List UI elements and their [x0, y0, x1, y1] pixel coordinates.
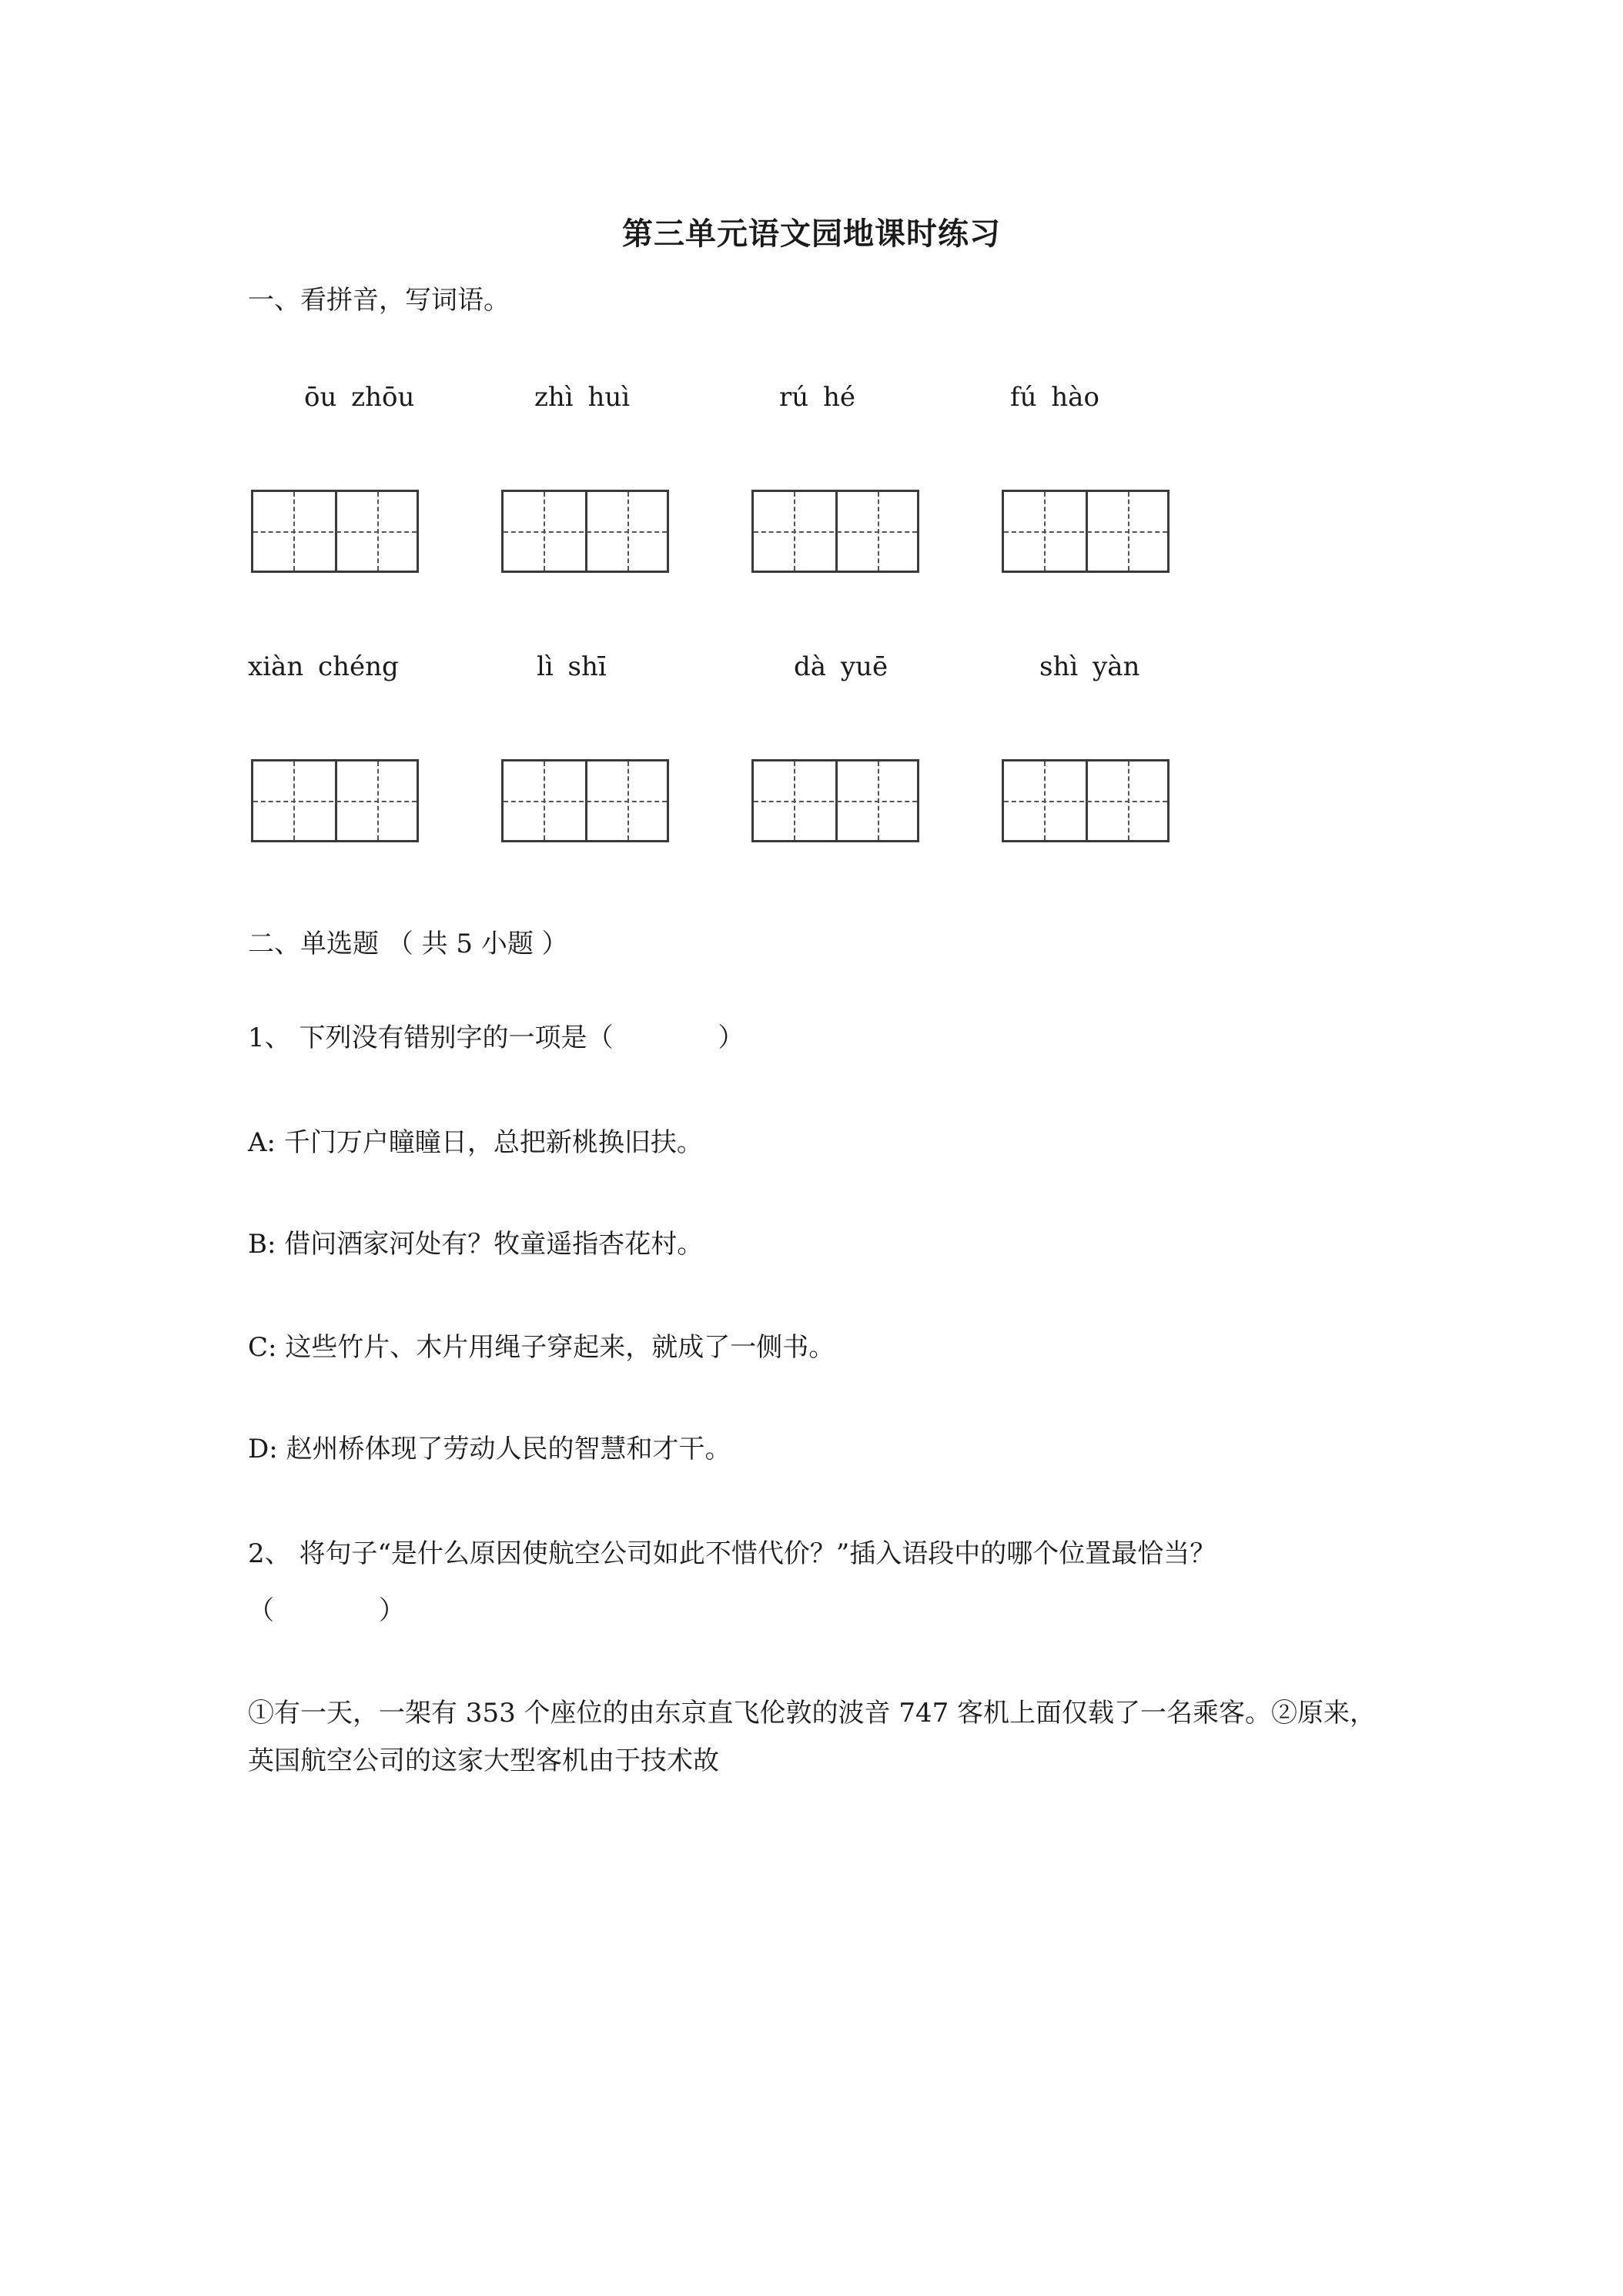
- pinyin-label: fú hào: [1010, 382, 1099, 413]
- pinyin-label: ōu zhōu: [304, 382, 415, 413]
- question-2-answer-blank: （ ）: [248, 1595, 405, 1626]
- question-2-passage: ①有一天，一架有 353 个座位的由东京直飞伦敦的波音 747 客机上面仅载了一名乘客。②原来，英国航空公司的这家大型客机由于技术故: [248, 1698, 1377, 1776]
- writing-grid[interactable]: [251, 759, 419, 842]
- option-d[interactable]: D: 赵州桥体现了劳动人民的智慧和才干。: [248, 1434, 731, 1464]
- writing-grid[interactable]: [501, 490, 669, 573]
- writing-grid[interactable]: [251, 490, 419, 573]
- pinyin-label: rú hé: [779, 382, 855, 413]
- page-title: 第三单元语文园地课时练习: [622, 216, 1001, 252]
- option-c[interactable]: C: 这些竹片、木片用绳子穿起来，就成了一侧书。: [248, 1332, 835, 1363]
- section2-heading: 二、单选题 （ 共 5 小题 ）: [248, 929, 568, 959]
- pinyin-label: shì yàn: [1039, 651, 1140, 682]
- writing-grid[interactable]: [751, 490, 919, 573]
- writing-grid[interactable]: [1002, 490, 1170, 573]
- pinyin-label: zhì huì: [534, 382, 631, 413]
- pinyin-label: lì shī: [537, 651, 607, 682]
- writing-grid[interactable]: [751, 759, 919, 842]
- pinyin-label: dà yuē: [794, 651, 888, 682]
- option-b[interactable]: B: 借问酒家河处有？牧童遥指杏花村。: [248, 1229, 704, 1260]
- pinyin-label: xiàn chéng: [248, 651, 399, 682]
- option-a[interactable]: A: 千门万户瞳瞳日，总把新桃换旧扶。: [248, 1127, 703, 1158]
- section1-heading: 一、看拼音，写词语。: [248, 285, 510, 316]
- writing-grid[interactable]: [1002, 759, 1170, 842]
- writing-grid[interactable]: [501, 759, 669, 842]
- question-1-stem: 1、 下列没有错别字的一项是（ ）: [248, 1022, 745, 1053]
- question-2-stem: 2、 将句子“是什么原因使航空公司如此不惜代价？”插入语段中的哪个位置最恰当？: [248, 1538, 1216, 1569]
